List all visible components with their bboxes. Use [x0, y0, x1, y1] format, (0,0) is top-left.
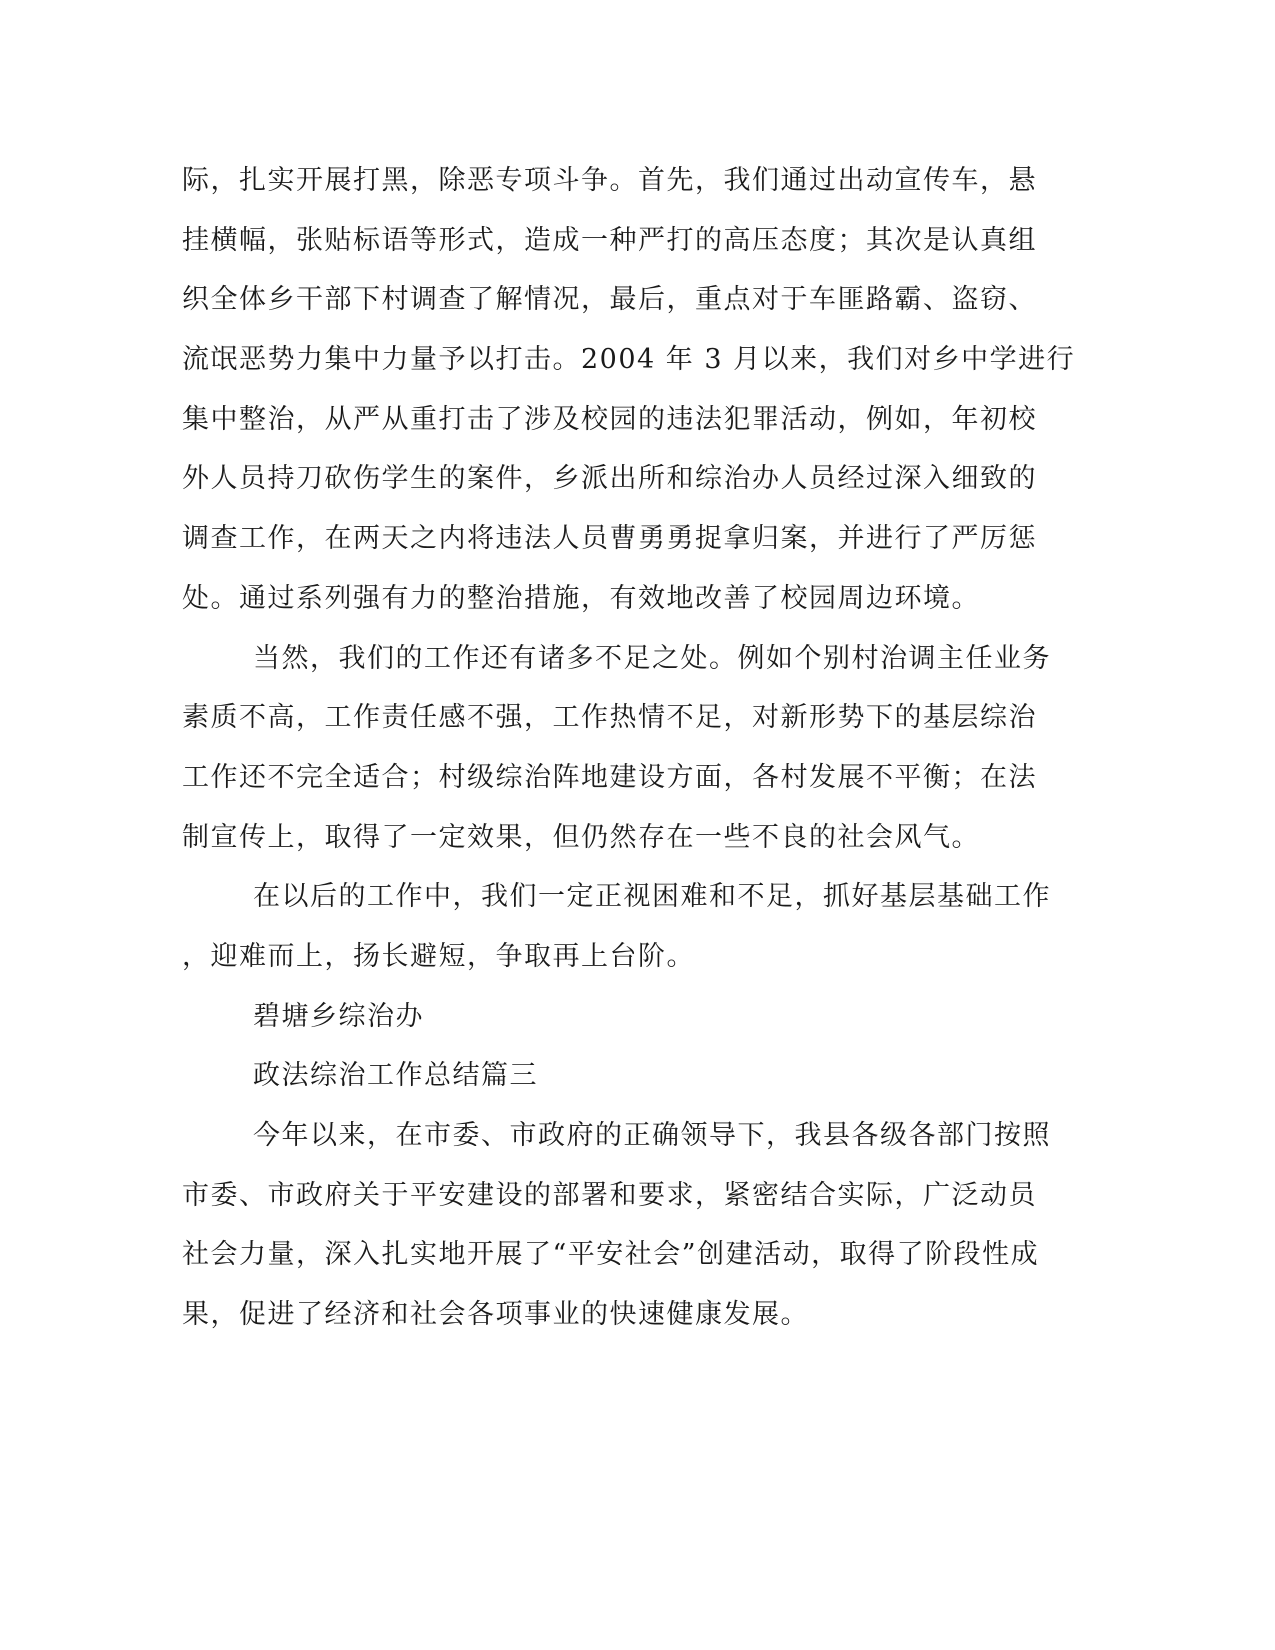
- text-line: 处。通过系列强有力的整治措施，有效地改善了校园周边环境。: [182, 582, 980, 614]
- text-line: 市委、市政府关于平安建设的部署和要求，紧密结合实际，广泛动员: [182, 1179, 1037, 1211]
- text-line: 调查工作，在两天之内将违法人员曹勇勇捉拿归案，并进行了严厉惩: [182, 523, 1037, 555]
- text-line: 制宣传上，取得了一定效果，但仍然存在一些不良的社会风气。: [182, 821, 980, 853]
- text-line: 素质不高，工作责任感不强，工作热情不足，对新形势下的基层综治: [182, 702, 1037, 734]
- text-line: 流氓恶势力集中力量予以打击。2004 年 3 月以来，我们对乡中学进行: [182, 344, 1076, 376]
- text-line: 际，扎实开展打黑，除恶专项斗争。首先，我们通过出动宣传车，悬: [182, 165, 1037, 196]
- section-title: 政法综治工作总结篇三: [253, 1060, 538, 1092]
- text-line: 外人员持刀砍伤学生的案件，乡派出所和综治办人员经过深入细致的: [182, 463, 1037, 495]
- text-line: ，迎难而上，扬长避短，争取再上台阶。: [182, 940, 695, 972]
- paragraph-start-line: 今年以来，在市委、市政府的正确领导下，我县各级各部门按照: [253, 1120, 1051, 1151]
- text-line: 果，促进了经济和社会各项事业的快速健康发展。: [182, 1299, 809, 1331]
- text-line: 工作还不完全适合；村级综治阵地建设方面，各村发展不平衡；在法: [182, 761, 1037, 793]
- text-line: 社会力量，深入扎实地开展了“平安社会”创建活动，取得了阶段性成: [182, 1239, 1040, 1271]
- text-line: 集中整治，从严从重打击了涉及校园的违法犯罪活动，例如，年初校: [182, 403, 1037, 435]
- paragraph-start-line: 当然，我们的工作还有诸多不足之处。例如个别村治调主任业务: [253, 642, 1051, 674]
- signature-line: 碧塘乡综治办: [253, 1000, 424, 1032]
- paragraph-start-line: 在以后的工作中，我们一定正视困难和不足，抓好基层基础工作: [253, 881, 1051, 913]
- text-line: 织全体乡干部下村调查了解情况，最后，重点对于车匪路霸、盗窃、: [182, 284, 1037, 316]
- body-text: [182, 151, 1076, 1345]
- text-line: 挂横幅，张贴标语等形式，造成一种严打的高压态度；其次是认真组: [182, 224, 1037, 256]
